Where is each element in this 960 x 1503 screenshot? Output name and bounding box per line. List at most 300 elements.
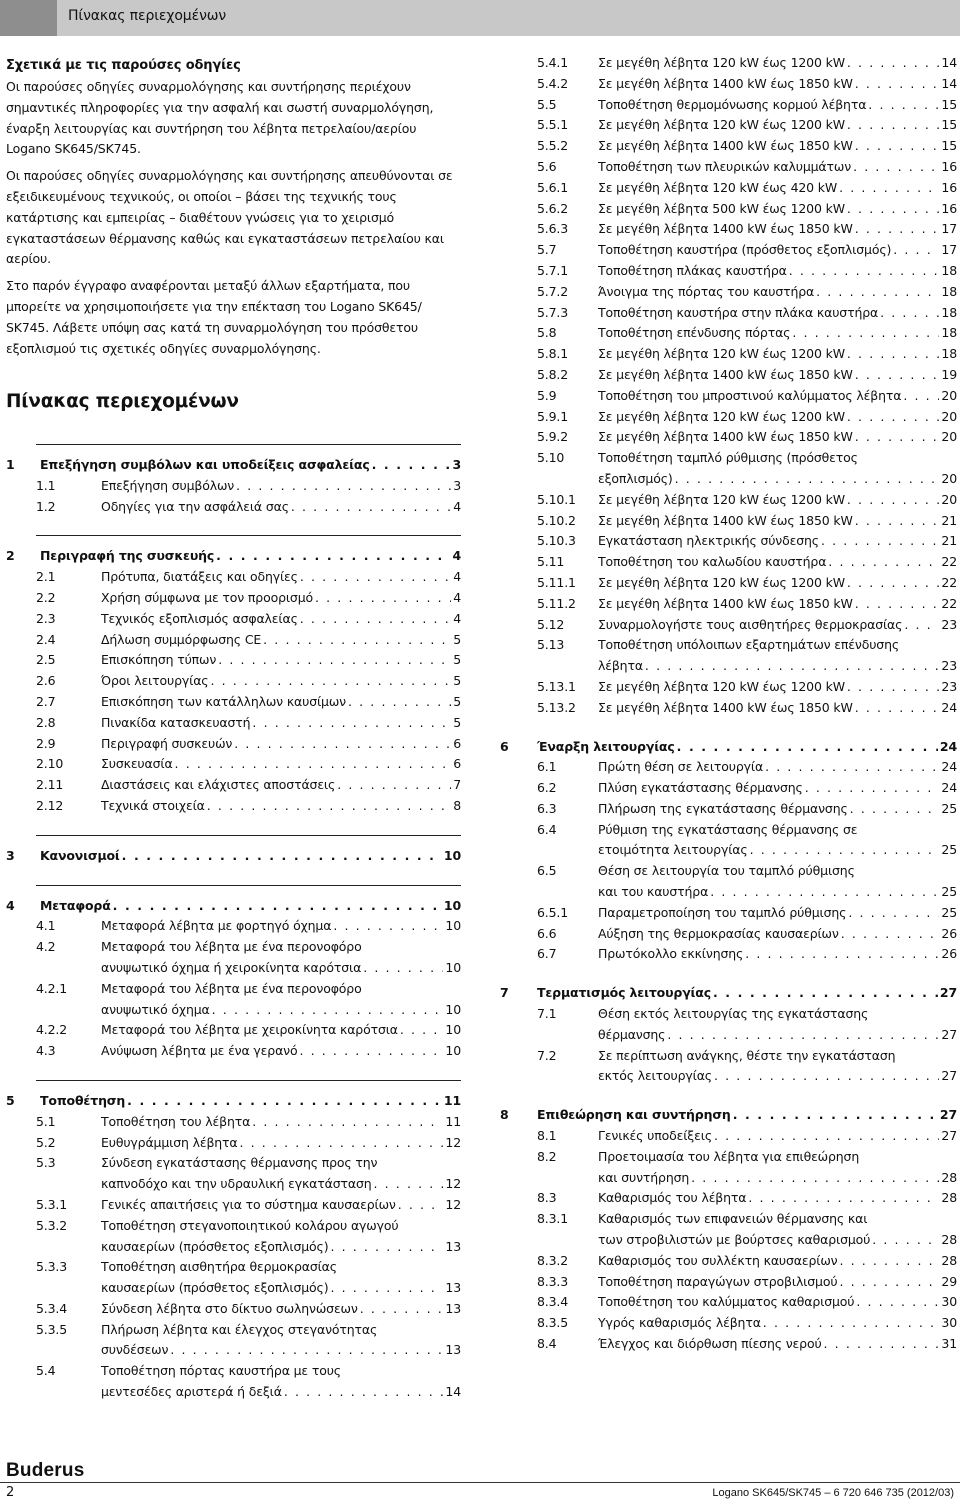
toc-leader-dots	[175, 754, 452, 775]
toc-entry-page: 6	[453, 735, 461, 751]
toc-entry-text: Τοποθέτηση του λέβητα	[101, 1113, 251, 1129]
toc-entry-text: Τοποθέτηση πλάκας καυστήρα	[598, 262, 787, 278]
toc-entry-page: 25	[941, 904, 957, 920]
toc-entry-number: 2.3	[36, 610, 56, 626]
toc-entry-page: 14	[941, 55, 957, 70]
toc-entry	[500, 95, 957, 116]
toc-entry-number: 6.3	[537, 800, 557, 816]
toc-entry-number: 5.7.3	[537, 304, 569, 320]
toc-entry-line	[101, 1133, 461, 1154]
toc-entry-body	[101, 1153, 461, 1195]
toc-leader-dots	[127, 1091, 442, 1112]
toc-entry-line	[101, 1020, 461, 1041]
toc-entry	[500, 115, 957, 136]
toc-entry-body	[598, 1004, 957, 1046]
toc-entry-text: Τοποθέτηση ταμπλό ρύθμισης (πρόσθετος	[598, 450, 858, 466]
toc-entry-page: 20	[941, 387, 957, 403]
document-id: Logano SK645/SK745 – 6 720 646 735 (2012/03)	[712, 1487, 954, 1499]
toc-entry	[500, 635, 957, 677]
toc-entry-page: 14	[941, 75, 957, 91]
toc-entry-number: 5.2	[36, 1134, 56, 1150]
toc-entry-body	[598, 552, 957, 573]
toc-entry	[500, 74, 957, 95]
toc-entry-number: 2.9	[36, 735, 56, 751]
toc-entry-line	[101, 588, 461, 609]
toc-entry-line	[101, 1237, 461, 1258]
toc-leader-dots	[789, 261, 940, 282]
toc-entry-text: Αύξηση της θερμοκρασίας καυσαερίων	[598, 925, 839, 941]
toc-entry-line	[101, 1299, 461, 1320]
toc-entry-line	[598, 511, 957, 532]
toc-entry-body	[40, 1091, 461, 1112]
toc-entry-page: 15	[941, 117, 957, 133]
toc-entry-page: 22	[941, 595, 957, 611]
toc-entry-line	[101, 476, 461, 497]
toc-entry-text: καυσαερίων (πρόσθετος εξοπλισμός)	[101, 1280, 329, 1296]
chapter-gap	[6, 867, 461, 885]
toc-entry-body	[598, 427, 957, 448]
toc-entry-line	[598, 323, 957, 344]
toc-entry-number: 5.8	[537, 325, 557, 341]
toc-entry-number: 5.1	[36, 1113, 56, 1129]
toc-entry-body	[537, 983, 957, 1004]
toc-entry-line	[101, 1195, 461, 1216]
toc-entry-body	[598, 1313, 957, 1334]
toc-leader-dots	[828, 552, 939, 573]
toc-entry-text: Σε μεγέθη λέβητα 1400 kW έως 1850 kW	[598, 512, 853, 528]
toc-entry-text: Πρωτόκολλο εκκίνησης	[598, 946, 744, 962]
toc-entry-page: 10	[445, 1001, 461, 1017]
toc-entry-body	[101, 916, 461, 937]
toc-entry-line	[598, 344, 957, 365]
toc-entry-line	[40, 896, 461, 917]
toc-entry-body	[598, 448, 957, 490]
toc-entry-text: εκτός λειτουργίας	[598, 1068, 712, 1084]
toc-entry-number: 8	[500, 1107, 509, 1123]
toc-leader-dots	[839, 1251, 939, 1272]
toc-entry-text: Υγρός καθαρισμός λέβητα	[598, 1315, 761, 1331]
toc-entry-text: Τοποθέτηση στεγανοποιητικού κολάρου αγωγού	[101, 1217, 399, 1233]
toc-entry-number: 6.1	[537, 759, 557, 775]
toc-entry-text: Σε μεγέθη λέβητα 1400 kW έως 1850 kW	[598, 75, 853, 91]
toc-entry-number: 5.8.1	[537, 346, 569, 362]
chapter-rule	[36, 835, 461, 836]
toc-leader-dots	[847, 344, 939, 365]
toc-leader-dots	[733, 1105, 938, 1126]
toc-leader-dots	[847, 199, 939, 220]
toc-entry-body	[101, 671, 461, 692]
chapter-gap	[6, 1062, 461, 1080]
toc-entry-number: 5	[6, 1092, 15, 1108]
toc-entry-line	[598, 1230, 957, 1251]
toc-entry-body	[101, 1020, 461, 1041]
toc-entry-number: 5.11.2	[537, 595, 576, 611]
toc-entry-line	[598, 924, 957, 945]
toc-entry-line	[598, 615, 957, 636]
toc-entry-body	[598, 1272, 957, 1293]
toc-entry-line	[598, 1046, 957, 1067]
toc-entry-page: 20	[941, 408, 957, 424]
toc-entry-line	[598, 157, 957, 178]
toc-entry-text: Χρήση σύμφωνα με τον προορισμό	[101, 589, 314, 605]
toc-entry-line	[598, 261, 957, 282]
toc-entry-page: 5	[453, 652, 461, 668]
toc-entry-text: λέβητα	[598, 658, 643, 674]
toc-entry-page: 16	[941, 200, 957, 216]
toc-chapter-entry	[6, 1091, 461, 1112]
toc-entry-body	[101, 1041, 461, 1062]
toc-entry-number: 6.5.1	[537, 904, 569, 920]
toc-entry-page: 29	[941, 1273, 957, 1289]
toc-entry-text: Σε μεγέθη λέβητα 120 kW έως 1200 kW	[598, 574, 845, 590]
toc-entry	[6, 979, 461, 1021]
toc-entry	[6, 713, 461, 734]
toc-entry-body	[537, 1105, 957, 1126]
toc-entry-number: 4.2.1	[36, 980, 68, 996]
toc-leader-dots	[855, 698, 940, 719]
toc-entry-text: Επισκόπηση τύπων	[101, 652, 217, 668]
toc-entry-body	[101, 567, 461, 588]
toc-leader-dots	[252, 713, 451, 734]
toc-leader-dots	[880, 303, 939, 324]
toc-entry-line	[101, 1340, 461, 1361]
toc-leader-dots	[847, 115, 939, 136]
toc-leader-dots	[207, 796, 451, 817]
toc-entry-number: 2	[6, 548, 15, 564]
toc-entry-page: 25	[941, 884, 957, 900]
toc-entry-body	[101, 796, 461, 817]
toc-entry-text: Σύνδεση λέβητα στο δίκτυο σωληνώσεων	[101, 1300, 358, 1316]
toc-entry	[6, 567, 461, 588]
toc-entry-text: Ανύψωση λέβητα με ένα γερανό	[101, 1043, 298, 1059]
toc-entry-body	[598, 261, 957, 282]
toc-entry-page: 5	[453, 631, 461, 647]
toc-entry	[500, 323, 957, 344]
toc-entry-number: 2.12	[36, 797, 64, 813]
chapter-rule	[36, 885, 461, 886]
toc-entry-page: 18	[941, 325, 957, 341]
toc-entry-text: Τοποθέτηση πόρτας καυστήρα με τους	[101, 1363, 341, 1379]
toc-entry-body	[598, 1188, 957, 1209]
toc-entry-line	[598, 219, 957, 240]
toc-leader-dots	[824, 1334, 940, 1355]
toc-entry-body	[598, 531, 957, 552]
toc-entry	[6, 1361, 461, 1403]
toc-entry-body	[598, 1126, 957, 1147]
toc-entry-line	[598, 53, 957, 74]
toc-leader-dots	[677, 737, 938, 758]
toc-entry-page: 18	[941, 283, 957, 299]
toc-entry-text: Σε μεγέθη λέβητα 1400 kW έως 1850 kW	[598, 366, 853, 382]
toc-leader-dots	[847, 407, 939, 428]
toc-entry-text: Τοποθέτηση καυστήρα (πρόσθετος εξοπλισμός)	[598, 242, 892, 258]
toc-entry-line	[598, 1272, 957, 1293]
toc-entry-number: 4.3	[36, 1043, 56, 1059]
toc-entry-line	[598, 407, 957, 428]
toc-chapter-entry	[6, 896, 461, 917]
toc-leader-dots	[839, 1272, 939, 1293]
toc-entry-page: 16	[941, 158, 957, 174]
toc-entry-body	[101, 1299, 461, 1320]
toc-entry-page: 27	[941, 1068, 957, 1084]
toc-entry-page: 27	[939, 1107, 957, 1123]
toc-entry-page: 31	[941, 1336, 957, 1352]
toc-entry-text: Τεχνικός εξοπλισμός ασφαλείας	[101, 610, 298, 626]
toc-leader-dots	[763, 1313, 940, 1334]
toc-leader-dots	[855, 511, 940, 532]
toc-entry-text: Τοποθέτηση παραγώγων στροβιλισμού	[598, 1273, 838, 1289]
intro-section	[6, 56, 461, 359]
toc-entry-number: 5.7	[537, 242, 557, 258]
toc-entry-line	[101, 650, 461, 671]
toc-entry-text: Πινακίδα κατασκευαστή	[101, 714, 251, 730]
toc-entry-page: 10	[445, 959, 461, 975]
toc-entry-body	[101, 1216, 461, 1258]
toc-entry-number: 5.5.2	[537, 138, 569, 154]
toc-entry-body	[598, 903, 957, 924]
toc-leader-dots	[300, 567, 451, 588]
toc-entry-page: 8	[453, 797, 461, 813]
toc-entry-page: 26	[941, 925, 957, 941]
toc-entry-text: Σε μεγέθη λέβητα 120 kW έως 420 kW	[598, 179, 838, 195]
toc-entry-body	[598, 1209, 957, 1251]
toc-entry-number: 2.11	[36, 777, 64, 793]
toc-entry-body	[598, 157, 957, 178]
toc-entry	[6, 630, 461, 651]
toc-entry-line	[40, 1091, 461, 1112]
toc-leader-dots	[291, 497, 451, 518]
toc-leader-dots	[847, 53, 939, 74]
toc-entry-text: Επιθεώρηση και συντήρηση	[537, 1107, 731, 1123]
toc-entry-number: 5.3.5	[36, 1321, 68, 1337]
toc-entry-body	[101, 1195, 461, 1216]
toc-entry-text: Παραμετροποίηση του ταμπλό ρύθμισης	[598, 904, 847, 920]
toc-entry-line	[101, 1000, 461, 1021]
toc-leader-dots	[710, 882, 939, 903]
chapter-gap	[6, 517, 461, 535]
toc-entry	[500, 136, 957, 157]
toc-entry-line	[598, 1251, 957, 1272]
toc-entry-page: 13	[445, 1300, 461, 1316]
toc-entry-text: και συντήρηση	[598, 1169, 690, 1185]
toc-entry-line	[598, 573, 957, 594]
toc-leader-dots	[765, 757, 939, 778]
chapter-gap	[500, 719, 957, 737]
toc-leader-dots	[856, 1292, 939, 1313]
toc-entry-body	[598, 757, 957, 778]
toc-leader-dots	[893, 240, 939, 261]
toc-entry-line	[598, 240, 957, 261]
toc-leader-dots	[848, 903, 939, 924]
toc-entry-body	[101, 979, 461, 1021]
toc-entry	[500, 282, 957, 303]
toc-entry-line	[598, 199, 957, 220]
toc-entry-line	[101, 1361, 461, 1382]
toc-entry-page: 24	[941, 759, 957, 775]
toc-entry-number: 5.3.3	[36, 1259, 68, 1275]
toc-entry-page: 13	[445, 1280, 461, 1296]
toc-entry	[500, 944, 957, 965]
toc-leader-dots	[745, 944, 939, 965]
toc-entry-line	[598, 677, 957, 698]
toc-entry-line	[598, 1126, 957, 1147]
toc-entry-page: 27	[941, 1026, 957, 1042]
toc-leader-dots	[691, 1168, 939, 1189]
toc-entry-body	[598, 115, 957, 136]
toc-entry	[500, 490, 957, 511]
intro-paragraph-3: Στο παρόν έγγραφο αναφέρονται μεταξύ άλλων εξαρτήματα, που μπορείτε να χρησιμοποιήσετε για την επέκταση του Logano SK645/ SK745. Λάβετε υπόψη σας κατά τη συναρμολόγηση του πρόσθετου εξοπλισμού τις σχετικές οδηγίες συναρμολόγησης.	[6, 278, 422, 356]
toc-leader-dots	[212, 1000, 444, 1021]
toc-entry-page: 30	[941, 1315, 957, 1331]
toc-entry-number: 2.2	[36, 589, 56, 605]
toc-entry-page: 22	[941, 574, 957, 590]
toc-entry-line	[598, 1209, 957, 1230]
toc-leader-dots	[855, 136, 940, 157]
toc-entry-number: 5.9	[537, 387, 557, 403]
toc-entry-text: Σύνδεση εγκατάστασης θέρμανσης προς την	[101, 1155, 378, 1171]
toc-entry-text: Τερματισμός λειτουργίας	[537, 985, 711, 1001]
toc-entry-line	[598, 820, 957, 841]
toc-leader-dots	[714, 1066, 939, 1087]
toc-entry-body	[598, 861, 957, 903]
toc-leader-dots	[400, 1020, 444, 1041]
toc-entry-page: 6	[453, 756, 461, 772]
toc-entry-text: Γενικές απαιτήσεις για το σύστημα καυσαερίων	[101, 1196, 396, 1212]
toc-entry-number: 2.1	[36, 569, 56, 585]
toc-entry-text: Περιγραφή της συσκευής	[40, 548, 215, 564]
toc-entry-page: 5	[453, 714, 461, 730]
toc-entry-page: 25	[941, 842, 957, 858]
toc-entry-line	[598, 531, 957, 552]
toc-entry-page: 7	[453, 777, 461, 793]
toc-entry-text: συνδέσεων	[101, 1342, 169, 1358]
toc-entry-number: 5.6	[537, 158, 557, 174]
toc-entry-text: Σε μεγέθη λέβητα 120 kW έως 1200 kW	[598, 346, 845, 362]
toc-entry-page: 4	[453, 610, 461, 626]
toc-entry-line	[598, 635, 957, 656]
chapter-gap	[6, 817, 461, 835]
toc-entry-number: 5.3	[36, 1155, 56, 1171]
toc-entry	[6, 1216, 461, 1258]
toc-entry	[6, 916, 461, 937]
toc-entry-text: ανυψωτικό όχημα	[101, 1001, 210, 1017]
toc-leader-dots	[330, 1237, 443, 1258]
toc-leader-dots	[805, 778, 940, 799]
toc-entry-number: 5.3.2	[36, 1217, 68, 1233]
toc-entry-text: Πλήρωση της εγκατάστασης θέρμανσης	[598, 800, 848, 816]
toc-entry-number: 8.1	[537, 1128, 557, 1144]
toc-chapter-entry	[6, 455, 461, 476]
toc-entry-body	[598, 511, 957, 532]
toc-entry	[6, 692, 461, 713]
toc-leader-dots	[816, 282, 939, 303]
header-title: Πίνακας περιεχομένων	[68, 8, 227, 24]
toc-entry-page: 21	[941, 512, 957, 528]
toc-entry-text: Σε μεγέθη λέβητα 120 kW έως 1200 kW	[598, 678, 845, 694]
toc-entry-text: Τοποθέτηση του καλωδίου καυστήρα	[598, 554, 827, 570]
toc-entry-line	[598, 903, 957, 924]
toc-entry-page: 3	[452, 457, 461, 472]
toc-entry-body	[598, 1292, 957, 1313]
toc-entry-line	[537, 983, 957, 1004]
toc-entry-number: 2.7	[36, 693, 56, 709]
toc-entry-line	[101, 1257, 461, 1278]
toc-entry-number: 7.2	[537, 1047, 557, 1063]
toc-entry-text: Τοποθέτηση των πλευρικών καλυμμάτων	[598, 158, 852, 174]
toc-entry-number: 8.3	[537, 1190, 557, 1206]
toc-entry	[500, 1209, 957, 1251]
toc-entry-line	[598, 365, 957, 386]
toc-leader-dots	[841, 924, 940, 945]
toc-entry-text: Μεταφορά του λέβητα με ένα περονοφόρο	[101, 980, 362, 996]
toc-entry-text: Τοποθέτηση θερμομόνωσης κορμού λέβητα	[598, 96, 867, 112]
toc-entry-page: 10	[445, 918, 461, 934]
toc-entry-line	[101, 775, 461, 796]
toc-entry	[500, 778, 957, 799]
toc-chapter-entry	[500, 737, 957, 758]
toc-entry-body	[40, 846, 461, 867]
toc-entry-body	[598, 407, 957, 428]
toc-entry-line	[598, 1066, 957, 1087]
toc-entry-line	[101, 958, 461, 979]
toc-title: Πίνακας περιεχομένων	[6, 391, 239, 412]
toc-entry-text: εξοπλισμός)	[598, 470, 673, 486]
toc-leader-dots	[821, 531, 939, 552]
toc-entry-number: 8.3.3	[537, 1273, 569, 1289]
toc-leader-dots	[713, 983, 938, 1004]
toc-entry-page: 22	[941, 554, 957, 570]
toc-entry-text: Επισκόπηση των κατάλληλων καυσίμων	[101, 693, 347, 709]
toc-entry-text: Σε μεγέθη λέβητα 120 kW έως 1200 kW	[598, 117, 845, 133]
toc-entry-number: 5.4	[36, 1363, 56, 1379]
toc-entry	[500, 199, 957, 220]
toc-entry-line	[40, 546, 461, 567]
toc-entry	[6, 1320, 461, 1362]
toc-entry-number: 3	[6, 847, 15, 863]
toc-entry-page: 17	[941, 242, 957, 258]
toc-entry-line	[598, 778, 957, 799]
toc-entry-body	[101, 650, 461, 671]
toc-entry-number: 5.9.1	[537, 408, 569, 424]
toc-entry-body	[598, 323, 957, 344]
toc-entry	[500, 1313, 957, 1334]
toc-entry-number: 8.3.1	[537, 1211, 569, 1227]
toc-entry-page: 25	[941, 800, 957, 816]
toc-entry-body	[101, 630, 461, 651]
toc-entry	[500, 1046, 957, 1088]
toc-entry-text: ανυψωτικό όχημα ή χειροκίνητα καρότσια	[101, 959, 362, 975]
toc-leader-dots	[330, 1278, 443, 1299]
toc-entry-number: 5.10.1	[537, 491, 576, 507]
toc-entry-body	[598, 944, 957, 965]
toc-entry-body	[598, 1147, 957, 1189]
toc-leader-dots	[348, 692, 451, 713]
toc-entry-number: 5.10.2	[537, 512, 576, 528]
toc-entry-body	[598, 74, 957, 95]
toc-entry-text: Έλεγχος και διόρθωση πίεσης νερού	[598, 1336, 822, 1352]
toc-entry-body	[598, 698, 957, 719]
toc-entry-line	[101, 1320, 461, 1341]
toc-leader-dots	[847, 677, 939, 698]
toc-entry	[6, 497, 461, 518]
toc-entry-line	[598, 115, 957, 136]
toc-entry-line	[101, 630, 461, 651]
toc-entry-number: 5.5.1	[537, 117, 569, 133]
toc-entry-text: Σε περίπτωση ανάγκης, θέστε την εγκατάσταση	[598, 1047, 896, 1063]
toc-entry-body	[598, 240, 957, 261]
toc-entry-line	[598, 861, 957, 882]
toc-entry-line	[101, 916, 461, 937]
